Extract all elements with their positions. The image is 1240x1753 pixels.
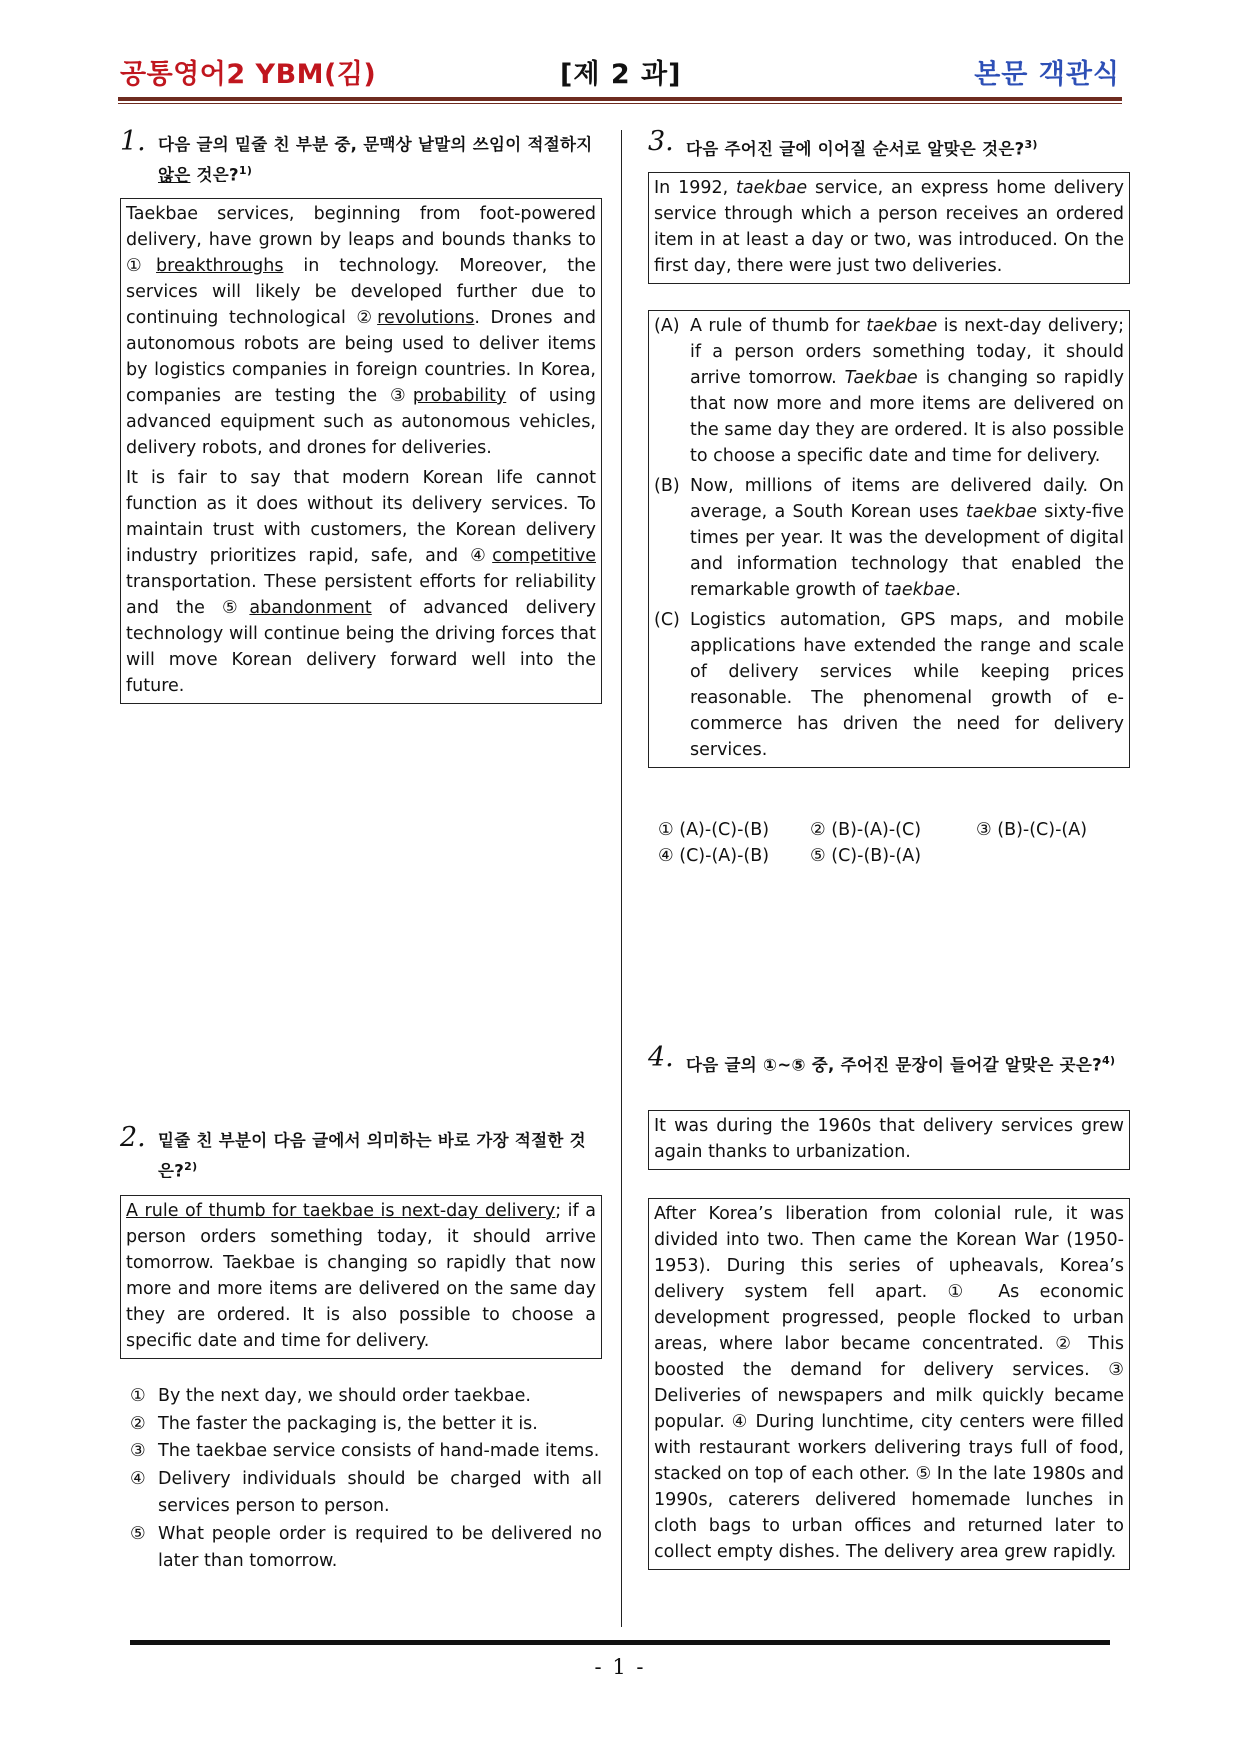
header-rule xyxy=(118,97,1122,101)
passage-paragraph: Taekbae services, beginning from foot-powered delivery, have grown by leaps and bounds thanks to ①breakthroughs in technology. Moreover, the services will likely be developed further due to continuing technological ②revolutions. Drones and autonomous robots are being used to deliver items by logistics companies in foreign countries. In Korea, companies are testing the ③probability of using advanced equipment such as autonomous vehicles, delivery robots, and drones for deliveries. xyxy=(126,204,596,458)
answer-option[interactable]: ⑤ (C)-(B)-(A) xyxy=(810,846,922,866)
question-prompt: 다음 주어진 글에 이어질 순서로 알맞은 것은?$^{3)}$ xyxy=(686,138,1038,159)
answer-option[interactable]: ④ Delivery individuals should be charged with all services person to person. xyxy=(130,1468,602,1516)
answer-option[interactable]: ④ (C)-(A)-(B) xyxy=(658,846,770,866)
paragraph-label: (C) xyxy=(654,610,680,630)
worksheet-type: 본문 객관식 xyxy=(974,59,1120,90)
underlined-word: abandonment xyxy=(249,598,372,618)
underlined-word: competitive xyxy=(492,546,596,566)
passage-paragraph: It is fair to say that modern Korean life cannot function as it does without its delivery services. To maintain trust with customers, the Korean delivery industry prioritizes rapid, safe, and ④competitive transportation. These persistent efforts for reliability and the ⑤abandonment of advanced delivery technology will continue being the driving forces that will move Korean delivery forward well into the future. xyxy=(126,468,596,696)
question-number: 1. xyxy=(120,126,146,157)
paragraph-label: (A) xyxy=(654,316,680,336)
underlined-phrase: A rule of thumb for taekbae is next-day delivery xyxy=(126,1201,556,1221)
question-prompt: 다음 글의 밑줄 친 부분 중, 문맥상 낱말의 쓰임이 적절하지 않은 것은?$^{1)}$ xyxy=(158,135,593,185)
question-1-header xyxy=(120,126,602,189)
question-4-given-sentence: It was during the 1960s that delivery services grew again thanks to urbanization. xyxy=(648,1110,1130,1170)
question-2-options xyxy=(130,1383,602,1576)
page-header xyxy=(120,52,1120,96)
underlined-word: breakthroughs xyxy=(156,256,284,276)
answer-option[interactable]: ③ The taekbae service consists of hand-made items. xyxy=(130,1441,600,1461)
paragraph-b: (B) Now, millions of items are delivered daily. On average, a South Korean uses taekbae sixty-five times per year. It was the development of digital and information technology that enabled the remarkable growth of taekbae. xyxy=(654,473,1124,603)
question-2-header xyxy=(120,1122,602,1185)
answer-option[interactable]: ① By the next day, we should order taekbae. xyxy=(130,1386,531,1406)
question-1-passage xyxy=(120,198,602,704)
paragraph-a: (A) A rule of thumb for taekbae is next-day delivery; if a person orders something today, it should arrive tomorrow. Taekbae is changing so rapidly that now more and more items are delivered on the same day they are ordered. It is also possible to choose a specific date and time for delivery. xyxy=(654,313,1124,469)
footnote-mark: 4) xyxy=(1102,1054,1116,1067)
passage-paragraph: A rule of thumb for taekbae is next-day delivery; if a person orders something today, it should arrive tomorrow. Taekbae is changing so rapidly that now more and more items are delivered on the same day they are ordered. It is also possible to choose a specific date and time for delivery. xyxy=(126,1201,596,1351)
answer-option[interactable]: ② (B)-(A)-(C) xyxy=(810,820,922,840)
question-2-passage xyxy=(120,1195,602,1359)
underlined-word: revolutions xyxy=(377,308,475,328)
paragraph-c: (C) Logistics automation, GPS maps, and mobile applications have extended the range and scale of delivery services while keeping prices reasonable. The phenomenal growth of e-commerce has driven the need for delivery services. xyxy=(654,607,1124,763)
question-prompt: 다음 글의 ①~⑤ 중, 주어진 문장이 들어갈 알맞은 곳은?$^{4)}$ xyxy=(686,1054,1116,1075)
answer-option[interactable]: ⑤ What people order is required to be delivered no later than tomorrow. xyxy=(130,1523,602,1571)
question-number: 4. xyxy=(648,1042,674,1073)
question-3-options xyxy=(658,817,1128,869)
question-number: 2. xyxy=(120,1122,146,1153)
header-rule-thin xyxy=(118,103,1122,104)
footnote-mark: 1) xyxy=(238,164,253,177)
column-divider xyxy=(621,130,622,1627)
page-number: - 1 - xyxy=(594,1655,646,1679)
question-4-header xyxy=(648,1042,1130,1079)
footnote-mark: 2) xyxy=(184,1160,198,1173)
emphasis-underline: 않은 xyxy=(158,165,191,185)
footer-rule xyxy=(130,1640,1110,1645)
answer-option[interactable]: ③ (B)-(C)-(A) xyxy=(976,820,1088,840)
question-number: 3. xyxy=(648,126,674,157)
textbook-title: 공통영어2 YBM(김) xyxy=(120,59,377,90)
underlined-word: probability xyxy=(412,386,507,406)
question-4-passage: After Korea’s liberation from colonial rule, it was divided into two. Then came the Korean War (1950-1953). During this series of upheavals, Korea’s delivery system fell apart. ① As economic development progressed, people flocked to urban areas, where labor became concentrated. ② This boosted the demand for delivery services. ③ Deliveries of newspapers and milk quickly became popular. ④ During lunchtime, city centers were filled with restaurant workers delivering trays full of food, stacked on top of each other. ⑤ In the late 1980s and 1990s, caterers delivered homemade lunches in cloth bags to urban offices and returned later to collect empty dishes. The delivery area grew rapidly. xyxy=(648,1198,1130,1570)
question-prompt: 밑줄 친 부분이 다음 글에서 의미하는 바로 가장 적절한 것은?$^{2)}$ xyxy=(158,1131,586,1181)
answer-option[interactable]: ② The faster the packaging is, the better it is. xyxy=(130,1413,538,1434)
lesson-number: [제 2 과] xyxy=(560,59,682,90)
answer-option[interactable]: ① (A)-(C)-(B) xyxy=(658,820,770,840)
paragraph-label: (B) xyxy=(654,476,680,496)
question-3-header xyxy=(648,126,1130,163)
question-3-paragraphs xyxy=(648,310,1130,768)
footnote-mark: 3) xyxy=(1024,138,1038,151)
question-3-given-text: In 1992, taekbae service, an express home delivery service through which a person receives an ordered item in at least a day or two, was introduced. On the first day, there were just two deliveries. xyxy=(648,172,1130,284)
